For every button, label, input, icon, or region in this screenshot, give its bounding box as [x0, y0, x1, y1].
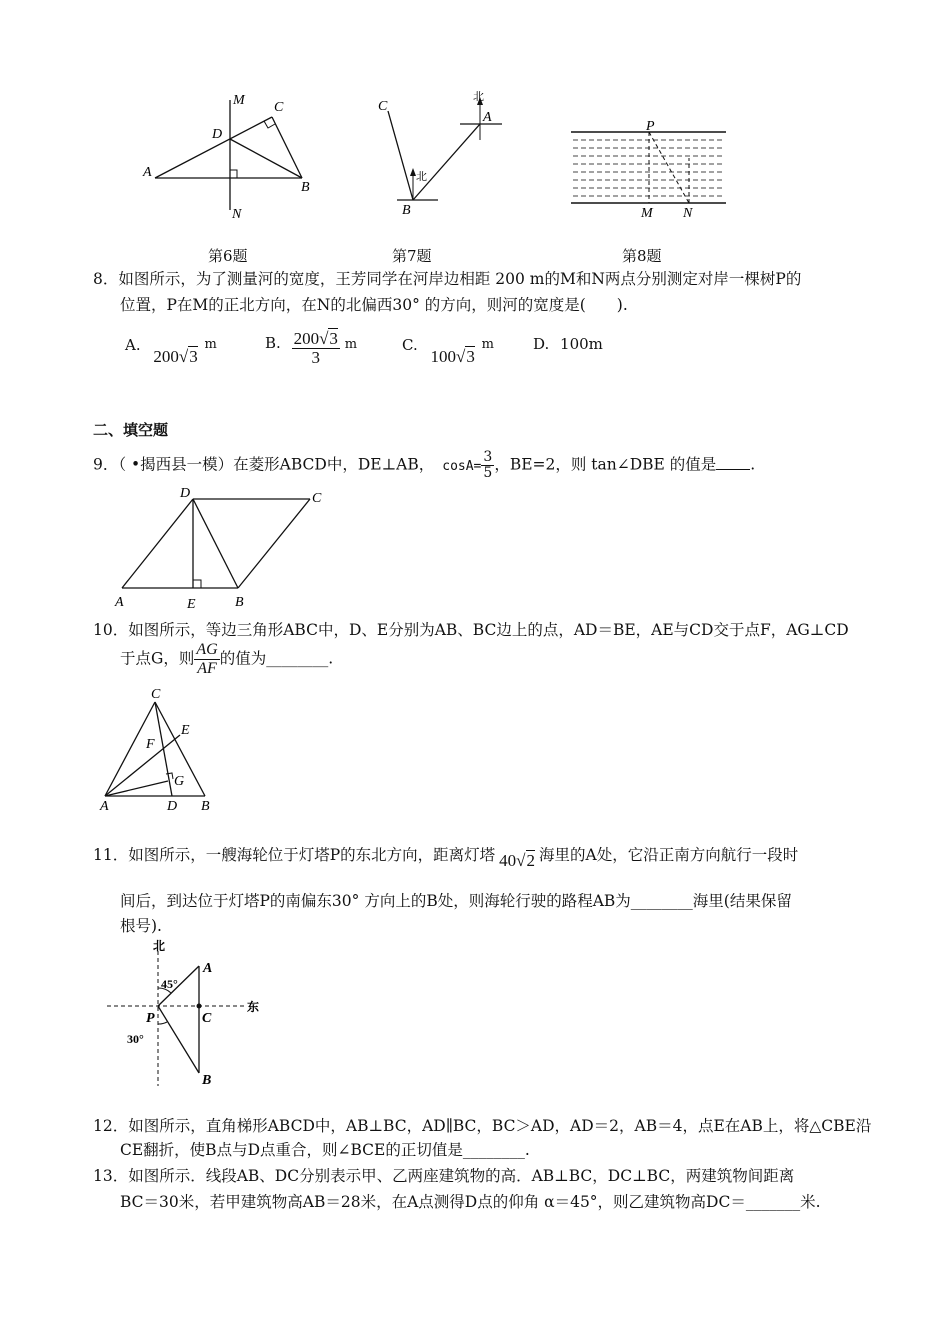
angle-30-arc — [158, 1022, 167, 1024]
label-n: N — [232, 207, 242, 222]
label-a: A — [483, 110, 492, 125]
label-north-b: 北 — [416, 171, 427, 183]
side-cb — [238, 499, 310, 588]
question-10-line2: 于点G，则 $\frac{AG}{AF}$ 的值为________. — [120, 641, 334, 677]
side-ad — [122, 499, 193, 588]
question-13-line2: BC＝30米，若甲建筑物高AB＝28米，在A点测得D点的仰角 α＝45°，则乙建筑物高DC＝_______米. — [120, 1193, 821, 1211]
label-e: E — [187, 597, 196, 612]
label-c: C — [151, 687, 161, 702]
label-a: A — [115, 595, 124, 610]
figure-6-caption: 第6题 — [208, 247, 248, 265]
label-n: N — [683, 206, 693, 221]
line-ba — [413, 124, 480, 200]
line-pb — [158, 1006, 199, 1073]
label-b: B — [402, 203, 411, 218]
question-12-line2: CE翻折，使B点与D点重合，则∠BCE的正切值是________. — [120, 1141, 530, 1159]
label-east: 东 — [247, 1000, 260, 1014]
option-a: A. 200√3 m — [125, 336, 217, 366]
option-d: D. 100m — [533, 335, 603, 353]
label-angle-30: 30° — [127, 1032, 144, 1046]
label-m: M — [641, 206, 653, 221]
question-9: 9．（ •揭西县一模）在菱形ABCD中，DE⊥AB， cosA= $\frac{3}{5}$ ，BE=2，则 tan∠DBE 的值是 . — [93, 449, 756, 481]
label-north: 北 — [153, 939, 166, 953]
label-c: C — [378, 99, 388, 114]
label-b: B — [235, 595, 244, 610]
line-db — [230, 139, 302, 178]
section-title: 二、填空题 — [93, 421, 169, 439]
label-e: E — [181, 723, 190, 738]
figure-10-triangle — [95, 686, 225, 814]
answer-blank[interactable] — [716, 469, 750, 470]
label-f: F — [146, 737, 155, 752]
line-pn — [649, 132, 689, 203]
label-d: D — [167, 799, 178, 814]
label-b: B — [202, 1073, 212, 1088]
label-b: B — [201, 799, 210, 814]
question-8-line1: 8．如图所示，为了测量河的宽度，王芳同学在河岸边相距 200 m的M和N两点分别测定对岸一棵树P的 — [93, 270, 802, 288]
figure-7-caption: 第7题 — [392, 247, 432, 265]
label-p: P — [646, 119, 655, 134]
label-g: G — [174, 774, 185, 789]
line-bc — [388, 111, 413, 200]
label-d: D — [212, 127, 223, 142]
figure-9-rhombus — [110, 484, 340, 614]
figure-8-caption: 第8题 — [622, 247, 662, 265]
question-11-line1: 11．如图所示，一艘海轮位于灯塔P的东北方向，距离灯塔 40√2 海里的A处，它沿正南方向航行一段时 — [93, 846, 799, 870]
figure-8-diagram — [565, 118, 730, 223]
label-a: A — [143, 165, 152, 180]
question-13-line1: 13．如图所示．线段AB、DC分别表示甲、乙两座建筑物的高．AB⊥BC，DC⊥BC，两建筑物间距离 — [93, 1167, 795, 1185]
figure-6-diagram — [140, 90, 320, 225]
label-a: A — [203, 961, 213, 976]
line-cb — [272, 117, 302, 178]
figure-11-lighthouse — [105, 936, 265, 1091]
label-d: D — [180, 486, 191, 501]
label-p: P — [146, 1011, 155, 1026]
point-c — [197, 1004, 202, 1009]
question-11-line3: 根号). — [120, 917, 162, 935]
label-a: A — [100, 799, 109, 814]
question-11-line2: 间后，到达位于灯塔P的南偏东30° 方向上的B处，则海轮行驶的路程AB为________海里(结果保留 — [120, 892, 792, 910]
label-c: C — [202, 1011, 212, 1026]
right-angle-mark-c — [264, 121, 275, 128]
right-angle-mark — [230, 170, 237, 178]
question-10-line1: 10．如图所示，等边三角形ABC中，D、E分别为AB、BC边上的点，AD＝BE，AE与CD交于点F，AG⊥CD — [93, 621, 849, 639]
label-c: C — [274, 100, 284, 115]
right-angle-mark — [193, 580, 201, 588]
figure-7-diagram — [370, 88, 520, 223]
label-c: C — [312, 491, 322, 506]
option-b: B. $\frac{200√3}{3}$ m — [265, 329, 358, 367]
question-8-line2: 位置，P在M的正北方向，在N的北偏西30° 的方向，则河的宽度是( ). — [120, 296, 628, 314]
question-12-line1: 12．如图所示，直角梯形ABCD中，AB⊥BC，AD∥BC，BC＞AD，AD＝2，AB＝4，点E在AB上，将△CBE沿 — [93, 1117, 872, 1135]
label-angle-45: 45° — [161, 977, 178, 991]
label-m: M — [233, 93, 245, 108]
option-c: C. 100√3 m — [402, 336, 494, 366]
right-angle-mark — [166, 773, 173, 779]
label-b: B — [301, 180, 310, 195]
label-north-a: 北 — [473, 91, 484, 103]
diagonal-db — [193, 499, 238, 588]
